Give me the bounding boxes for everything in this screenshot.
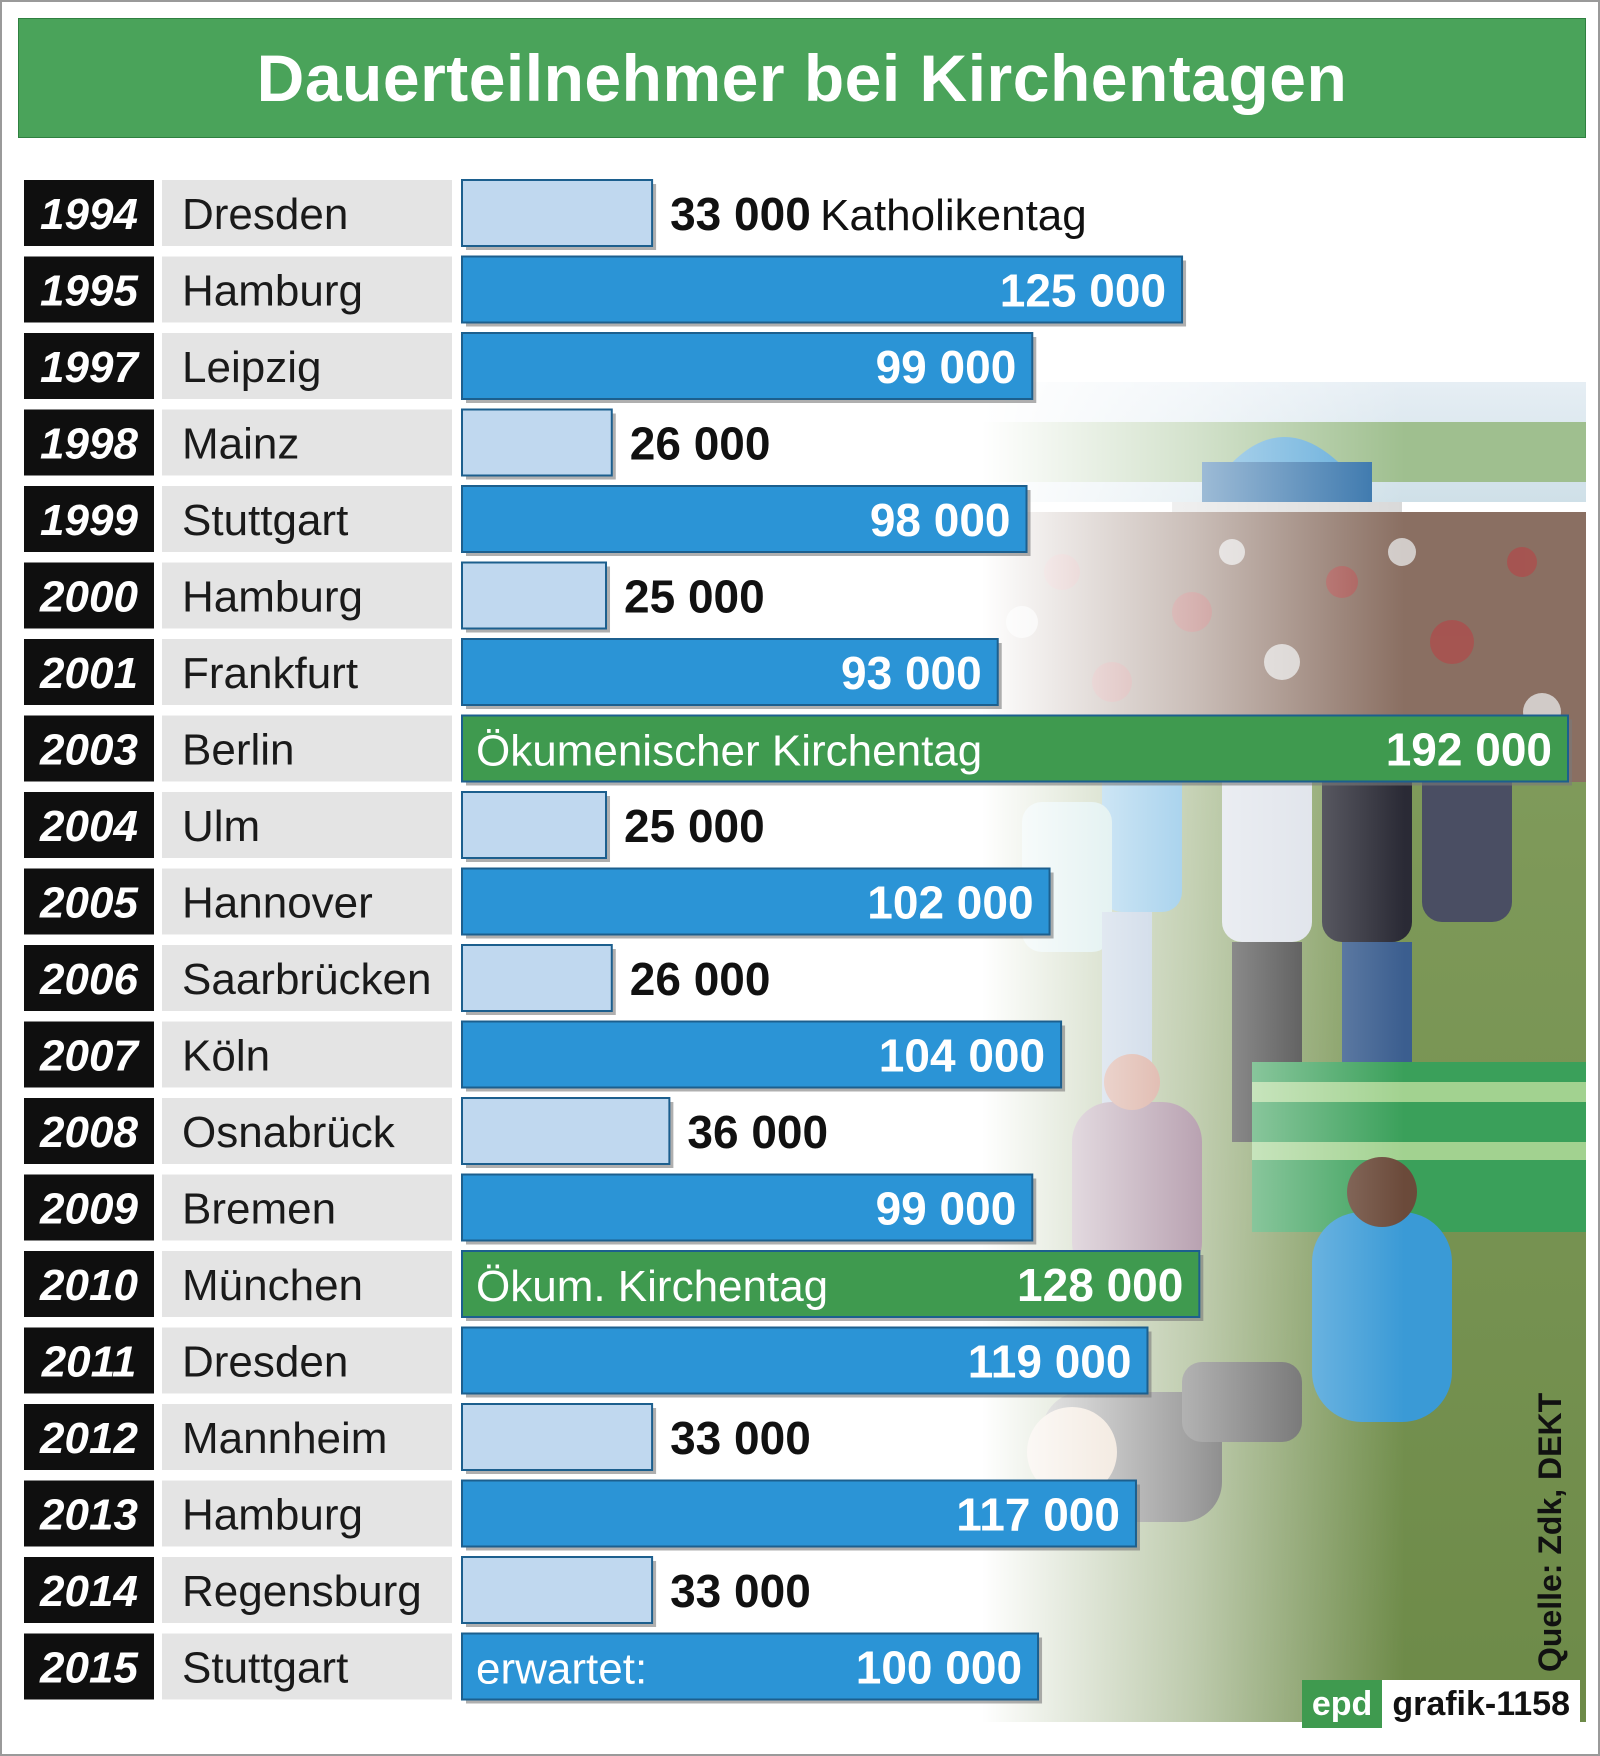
bar [462,945,612,1011]
bar [462,1098,669,1164]
city-label: Bremen [182,1184,337,1234]
chart-row [24,257,1186,327]
city-label: Regensburg [182,1567,422,1616]
chart-row [24,1022,1065,1092]
city-label: Hannover [182,878,373,928]
year-label: 2008 [40,1108,138,1157]
epd-logo: epd [1302,1680,1382,1728]
year-label: 2003 [40,725,138,775]
year-label: 2012 [40,1414,138,1463]
year-label: 2014 [40,1567,138,1616]
value-label: 25 000 [624,570,765,623]
value-label: 104 000 [878,1029,1046,1082]
value-label: 33 000 [670,1565,811,1617]
value-label: 99 000 [875,341,1017,393]
year-label: 2005 [40,878,138,928]
bar [462,1557,652,1623]
value-label: 33 000 [670,1412,811,1464]
value-label: 192 000 [1385,723,1552,776]
value-label: 26 000 [629,417,771,470]
value-label: 117 000 [956,1488,1120,1541]
chart-row [24,410,770,480]
chart-row [24,869,1054,939]
city-label: Dresden [182,1337,349,1387]
year-label: 2015 [40,1643,138,1693]
city-label: Stuttgart [182,1643,349,1693]
bar [462,180,652,246]
year-label: 2000 [40,572,138,622]
city-label: Mannheim [182,1414,388,1463]
bar [462,792,606,858]
city-label: Ulm [182,802,261,851]
year-label: 2009 [40,1184,138,1234]
value-label: 33 000 [670,188,811,240]
epd-badge [1302,1680,1580,1728]
chart-row [24,1481,1140,1551]
chart-row [24,1557,811,1627]
chart-title: Dauerteilnehmer bei Kirchentagen [256,41,1348,115]
chart-row [24,486,1031,556]
value-label: 99 000 [875,1182,1017,1235]
chart-row [24,333,1036,403]
chart-row [24,1404,811,1474]
value-label: 25 000 [624,800,765,852]
year-label: 2001 [40,649,138,698]
chart-row [24,1328,1151,1398]
bar-note: Ökum. Kirchentag [476,1262,829,1311]
city-label: Köln [182,1031,271,1081]
value-label: 125 000 [999,264,1167,317]
source-label: Quelle: Zdk, DEKT [1532,1392,1568,1672]
value-label: 98 000 [869,494,1011,546]
chart-row [24,180,1087,250]
chart-row [24,1634,1042,1704]
city-label: München [182,1261,364,1310]
value-label: 100 000 [855,1641,1023,1694]
bar-note: erwartet: [476,1644,648,1694]
bar [462,563,606,629]
city-label: Frankfurt [182,649,359,698]
city-label: Mainz [182,419,300,469]
city-label: Saarbrücken [182,955,432,1004]
year-label: 2010 [40,1261,138,1310]
year-label: 1997 [40,343,138,392]
chart-row [24,1098,828,1168]
year-label: 2006 [40,955,138,1004]
bar-note: Katholikentag [820,191,1087,240]
chart-row [24,1175,1036,1245]
value-label: 93 000 [841,647,982,699]
year-label: 2007 [40,1031,138,1081]
year-label: 1999 [40,496,138,545]
year-label: 1998 [40,419,138,469]
city-label: Leipzig [182,343,322,392]
city-label: Berlin [182,725,295,775]
year-label: 1994 [40,190,138,239]
bar [462,410,612,476]
city-label: Hamburg [182,266,363,316]
chart-row [24,792,765,862]
year-label: 1995 [40,266,138,316]
bar-chart [2,2,1600,1756]
chart-row [24,639,1002,709]
chart-row [24,716,1572,786]
city-label: Hamburg [182,572,363,622]
city-label: Dresden [182,190,349,239]
city-label: Hamburg [182,1490,363,1540]
chart-row [24,945,770,1015]
chart-row [24,1251,1203,1321]
city-label: Osnabrück [182,1108,395,1157]
value-label: 119 000 [967,1335,1132,1388]
value-label: 36 000 [687,1106,829,1158]
bar-note: Ökumenischer Kirchentag [476,726,983,776]
value-label: 128 000 [1017,1259,1184,1311]
graphic-id: grafik-1158 [1382,1680,1580,1728]
city-label: Stuttgart [182,496,349,545]
bar [462,1404,652,1470]
value-label: 26 000 [629,953,771,1005]
value-label: 102 000 [867,876,1034,929]
year-label: 2011 [41,1337,137,1387]
year-label: 2013 [40,1490,138,1540]
chart-row [24,563,765,633]
year-label: 2004 [40,802,138,851]
